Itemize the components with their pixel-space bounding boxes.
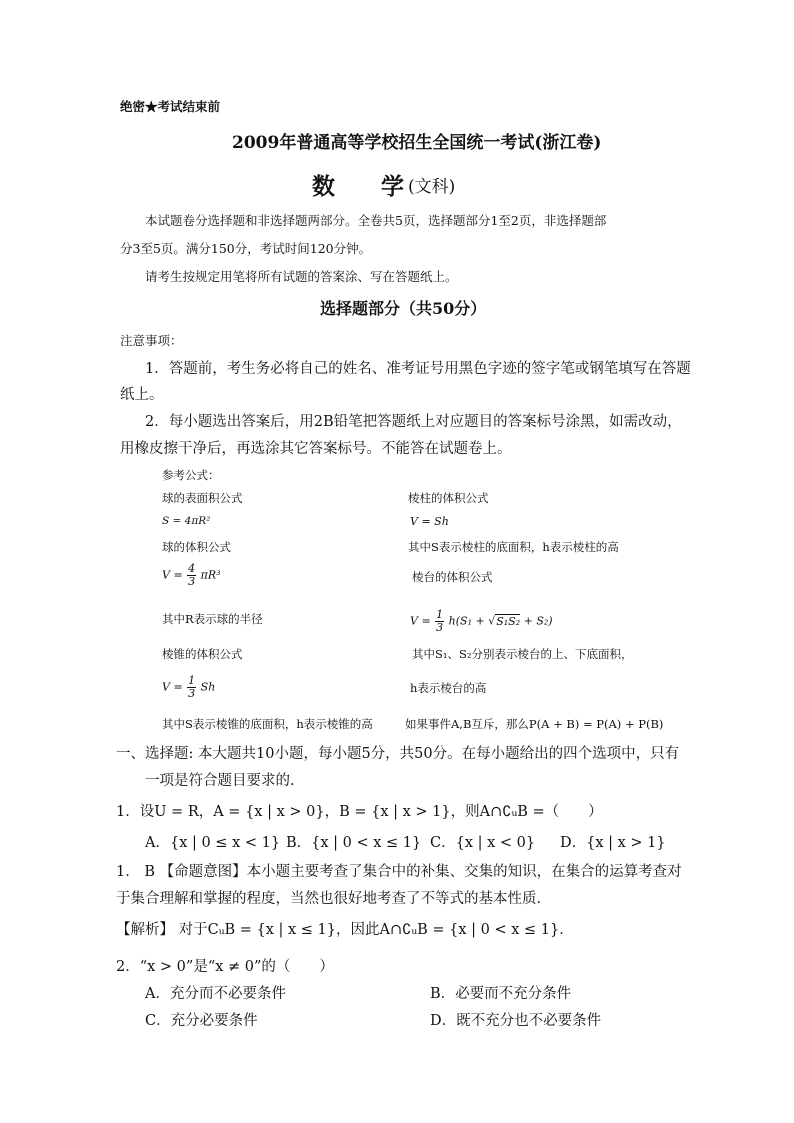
q1-option-a: A．{x | 0 ≤ x < 1} [145,835,281,851]
prism-formula: V = Sh [410,515,449,528]
note-1a: 1．答题前，考生务必将自己的姓名、准考证号用黑色字迹的签字笔或钢笔填写在答题 [145,361,691,377]
cone-note: 其中S表示棱锥的底面积，h表示棱锥的高 [162,717,373,731]
confidential-mark: 绝密★考试结束前 [120,99,221,114]
note-2a: 2．每小题选出答案后，用2B铅笔把答题纸上对应题目的答案标号涂黑，如需改动， [145,414,682,430]
q2-option-b: B．必要而不充分条件 [430,986,572,1002]
q1-option-d: D．{x | x > 1} [560,835,666,851]
formulas-heading: 参考公式： [162,468,220,482]
prism-label: 棱柱的体积公式 [408,491,489,505]
sphere-vol-label: 球的体积公式 [162,540,231,554]
sphere-vol-formula: V = $\frac{4}{3}$ πR³ [162,562,221,588]
notes-heading: 注意事项： [120,333,183,348]
q2-option-d: D．既不充分也不必要条件 [430,1013,602,1029]
note-2b: 用橡皮擦干净后，再选涂其它答案标号。不能答在试题卷上。 [120,441,512,457]
intro-line-1: 本试题卷分选择题和非选择题两部分。全卷共5页，选择题部分1至2页，非选择题部 [145,213,607,228]
frustum-formula: V = $\frac{1}{3}$ h(S₁ + √S₁S₂ + S₂) [410,608,553,634]
subject-title: 数 学 [312,173,404,200]
intro-line-2: 分3至5页。满分150分，考试时间120分钟。 [120,241,372,256]
q2-option-c: C．充分必要条件 [145,1013,258,1029]
q1-option-c: C．{x | x < 0} [430,835,536,851]
cone-formula: V = $\frac{1}{3}$ Sh [162,674,216,700]
part1-line-1: 一、选择题: 本大题共10小题，每小题5分，共50分。在每小题给出的四个选项中，只有 [116,746,680,762]
sphere-area-formula: S = 4πR² [162,515,211,527]
frustum-note: 其中S₁、S₂分别表示棱台的上、下底面积， [412,647,633,661]
prism-note: 其中S表示棱柱的底面积，h表示棱柱的高 [408,540,619,554]
frustum-label: 棱台的体积公式 [412,570,493,584]
part1-line-2: 一项是符合题目要求的. [145,773,295,789]
intro-line-3: 请考生按规定用笔将所有试题的答案涂、写在答题纸上。 [145,269,458,284]
q2-option-a: A．充分而不必要条件 [145,986,286,1002]
sphere-radius-note: 其中R表示球的半径 [162,612,263,626]
frustum-h-note: h表示棱台的高 [410,681,487,695]
section-title: 选择题部分（共50分） [320,299,487,318]
mutually-exclusive-formula: 如果事件A,B互斥，那么P(A + B) = P(A) + P(B) [405,717,664,731]
q2-stem: 2．“x > 0”是“x ≠ 0”的（ ） [116,959,334,975]
q1-analysis: 【解析】 对于CᵤB = {x | x ≤ 1}，因此A∩∁ᵤB = {x | 0 < x ≤ 1}． [116,922,574,938]
q1-answer-line-1: 1． B 【命题意图】本小题主要考查了集合中的补集、交集的知识，在集合的运算考查对 [116,864,682,880]
cone-label: 棱锥的体积公式 [162,647,243,661]
q1-stem: 1．设U = R，A = {x | x > 0}，B = {x | x > 1}，则A∩∁ᵤB =（ ） [116,804,603,820]
exam-title: 2009年普通高等学校招生全国统一考试(浙江卷) [232,133,602,153]
sphere-area-label: 球的表面积公式 [162,491,243,505]
note-1b: 纸上。 [120,387,164,403]
q1-answer-line-2: 于集合理解和掌握的程度，当然也很好地考查了不等式的基本性质． [116,891,551,907]
q1-option-b: B．{x | 0 < x ≤ 1} [286,835,422,851]
subject-note: (文科) [408,177,456,197]
